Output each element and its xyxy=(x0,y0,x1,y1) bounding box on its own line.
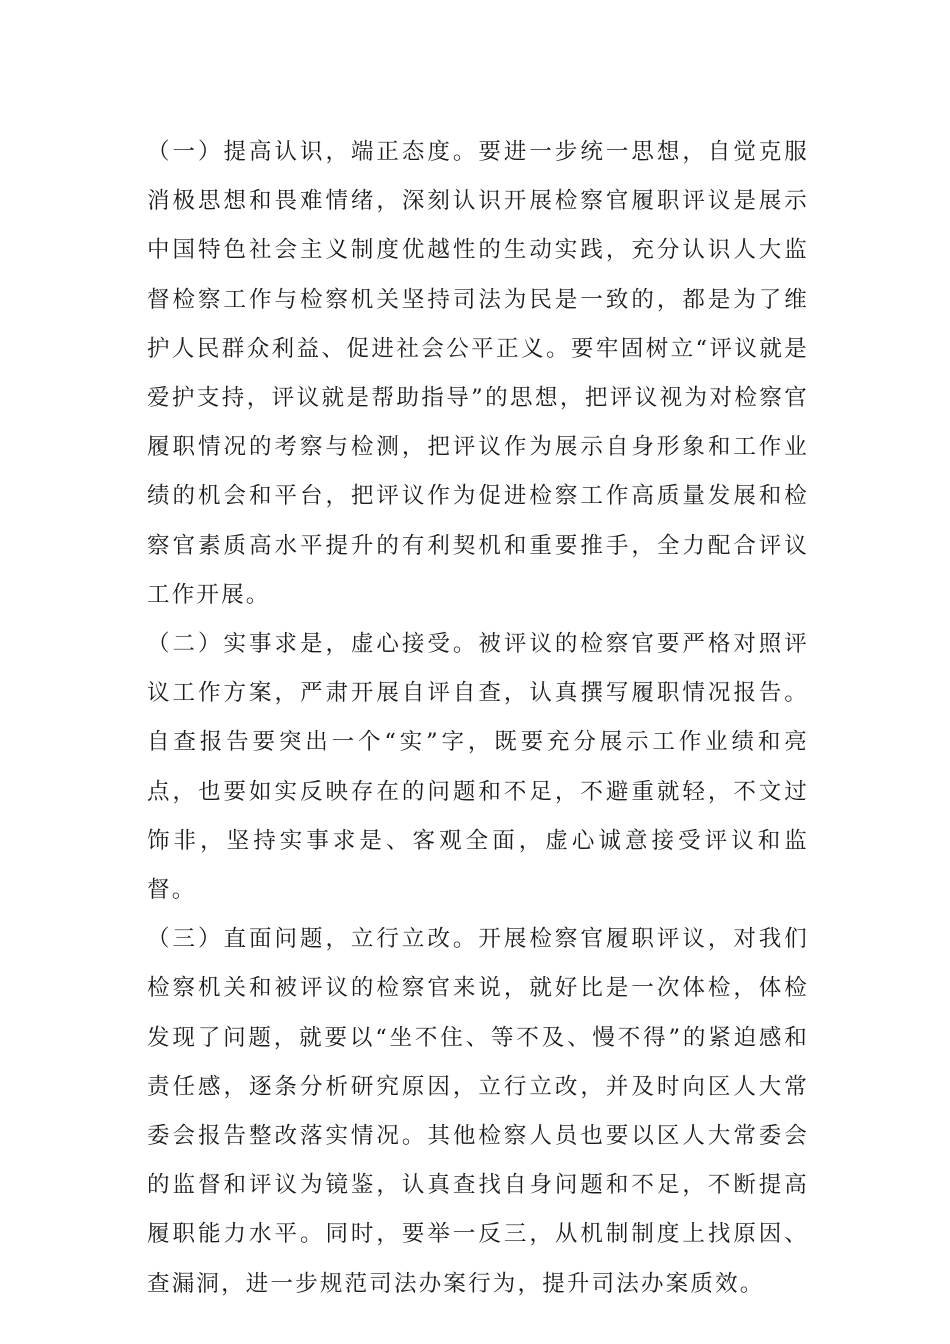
document-body xyxy=(147,128,809,1309)
paragraph-2: （二）实事求是，虚心接受。被评议的检察官要严格对照评议工作方案，严肃开展自评自查，认真撰写履职情况报告。自查报告要突出一个“实”字，既要充分展示工作业绩和亮点，也要如实反映存在的问题和不足，不避重就轻，不文过饰非，坚持实事求是、客观全面，虚心诚意接受评议和监督。 xyxy=(147,631,809,904)
paragraph-3: （三）直面问题，立行立改。开展检察官履职评议，对我们检察机关和被评议的检察官来说，就好比是一次体检，体检发现了问题，就要以“坐不住、等不及、慢不得”的紧迫感和责任感，逐条分析研究原因，立行立改，并及时向区人大常委会报告整改落实情况。其他检察人员也要以区人大常委会的监督和评议为镜鉴，认真查找自身问题和不足，不断提高履职能力水平。同时，要举一反三，从机制制度上找原因、查漏洞，进一步规范司法办案行为，提升司法办案质效。 xyxy=(147,926,809,1297)
paragraph-1: （一）提高认识，端正态度。要进一步统一思想，自觉克服消极思想和畏难情绪，深刻认识开展检察官履职评议是展示中国特色社会主义制度优越性的生动实践，充分认识人大监督检察工作与检察机关坚持司法为民是一致的，都是为了维护人民群众利益、促进社会公平正义。要牢固树立“评议就是爱护支持，评议就是帮助指导”的思想，把评议视为对检察官履职情况的考察与检测，把评议作为展示自身形象和工作业绩的机会和平台，把评议作为促进检察工作高质量发展和检察官素质高水平提升的有利契机和重要推手，全力配合评议工作开展。 xyxy=(147,139,809,608)
